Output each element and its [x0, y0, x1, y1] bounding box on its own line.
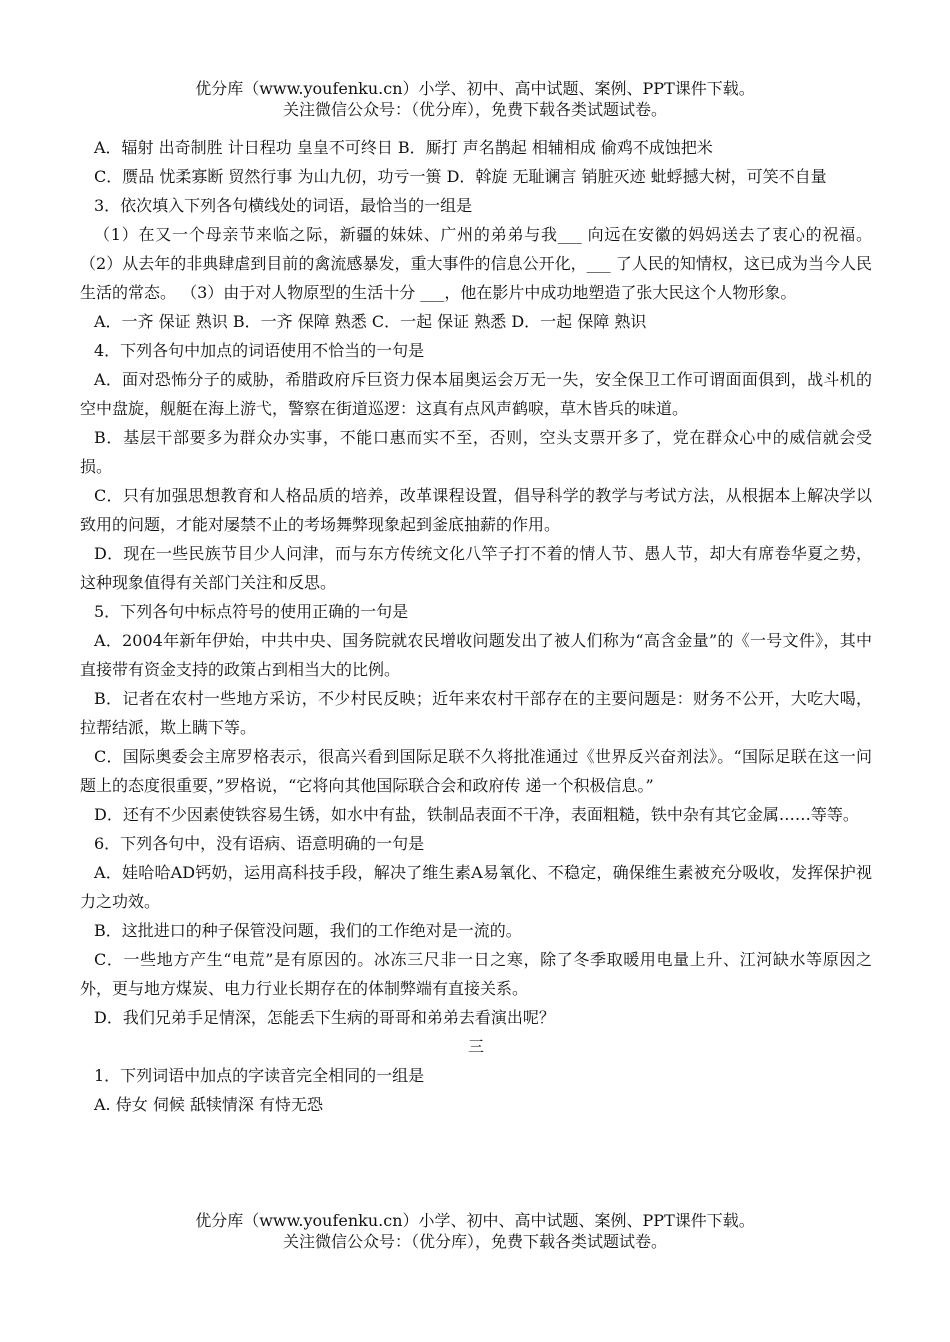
q5-option-b: B．记者在农村一些地方采访，不少村民反映；近年来农村干部存在的主要问题是：财务不公开，大吃大喝，拉帮结派，欺上瞒下等。: [80, 689, 872, 737]
footer-line-1: 优分库（www.youfenku.cn）小学、初中、高中试题、案例、PPT课件下载。: [195, 1211, 755, 1230]
section3-q1-option-a: A. 侍女 伺候 舐犊情深 有恃无恐: [94, 1095, 323, 1114]
q5-option-c: C．国际奥委会主席罗格表示，很高兴看到国际足联不久将批准通过《世界反兴奋剂法》。“国际足联在这一问题上的态度很重要，”罗格说，“它将向其他国际联合会和政府传 递一个积极信息。”: [80, 747, 872, 795]
q2-options-cd: C．赝品 忧柔寡断 贸然行事 为山九仞，功亏一篑 D．斡旋 无耻谰言 销脏灭迹 蚍蜉撼大树，可笑不自量: [94, 167, 827, 186]
q6-stem: 6．下列各句中，没有语病、语意明确的一句是: [94, 834, 425, 853]
q3-options: A．一齐 保证 熟识 B．一齐 保障 熟悉 C．一起 保证 熟悉 D．一起 保障 熟识: [94, 312, 647, 331]
q5-option-d: D．还有不少因素使铁容易生锈，如水中有盐，铁制品表面不干净，表面粗糙，铁中杂有其它金属……等等。: [94, 805, 859, 824]
page-footer: [0, 1210, 950, 1252]
document-body: [80, 133, 872, 1119]
q4-stem: 4．下列各句中加点的词语使用不恰当的一句是: [94, 341, 425, 360]
q5-stem: 5．下列各句中标点符号的使用正确的一句是: [94, 602, 409, 621]
page-header: [0, 78, 950, 120]
q4-option-a: A．面对恐怖分子的威胁，希腊政府斥巨资力保本届奥运会万无一失，安全保卫工作可谓面面俱到，战斗机的空中盘旋，舰艇在海上游弋，警察在街道巡逻：这真有点风声鹤唳，草木皆兵的味道。: [80, 370, 872, 418]
q4-option-c: C．只有加强思想教育和人格品质的培养，改革课程设置，倡导科学的教学与考试方法，从根据本上解决学以致用的问题，才能对屡禁不止的考场舞弊现象起到釜底抽薪的作用。: [80, 486, 872, 534]
q3-sentences: （1）在又一个母亲节来临之际，新疆的妹妹、广州的弟弟与我___ 向远在安徽的妈妈送去了衷心的祝福。 （2）从去年的非典肆虐到目前的禽流感暴发，重大事件的信息公开化，___ 了人民的知情权，这已成为当今人民生活的常态。 （3）由于对人物原型的生活十分 ___，他在影片中成功地塑造了张大民这个人物形象。: [80, 225, 872, 302]
q4-option-d: D．现在一些民族节目少人问津，而与东方传统文化八竿子打不着的情人节、愚人节，却大有席卷华夏之势，这种现象值得有关部门关注和反思。: [80, 544, 872, 592]
q3-stem: 3．依次填入下列各句横线处的词语，最恰当的一组是: [94, 196, 473, 215]
q4-option-b: B．基层干部要多为群众办实事，不能口惠而实不至，否则，空头支票开多了，党在群众心中的威信就会受损。: [80, 428, 872, 476]
q6-option-a: A．娃哈哈AD钙奶，运用高科技手段，解决了维生素A易氧化、不稳定，确保维生素被充分吸收，发挥保护视力之功效。: [80, 863, 872, 911]
q6-option-c: C．一些地方产生“电荒”是有原因的。冰冻三尺非一日之寒，除了冬季取暖用电量上升、江河缺水等原因之外，更与地方煤炭、电力行业长期存在的体制弊端有直接关系。: [80, 950, 872, 998]
q6-option-d: D．我们兄弟手足情深，怎能丢下生病的哥哥和弟弟去看演出呢？: [94, 1008, 555, 1027]
footer-line-2: 关注微信公众号：（优分库），免费下载各类试题试卷。: [282, 1232, 667, 1251]
section-heading: 三: [467, 1037, 484, 1056]
section3-q1-stem: 1．下列词语中加点的字读音完全相同的一组是: [94, 1066, 425, 1085]
q6-option-b: B．这批进口的种子保管没问题，我们的工作绝对是一流的。: [94, 921, 522, 940]
header-line-1: 优分库（www.youfenku.cn）小学、初中、高中试题、案例、PPT课件下载。: [195, 79, 755, 98]
q5-option-a: A．2004年新年伊始，中共中央、国务院就农民增收问题发出了被人们称为“高含金量”的《一号文件》，其中直接带有资金支持的政策占到相当大的比例。: [80, 631, 872, 679]
q2-options-ab: A．辐射 出奇制胜 计日程功 皇皇不可终日 B．厮打 声名鹊起 相辅相成 偷鸡不成蚀把米: [94, 138, 713, 157]
header-line-2: 关注微信公众号：（优分库），免费下载各类试题试卷。: [282, 100, 667, 119]
